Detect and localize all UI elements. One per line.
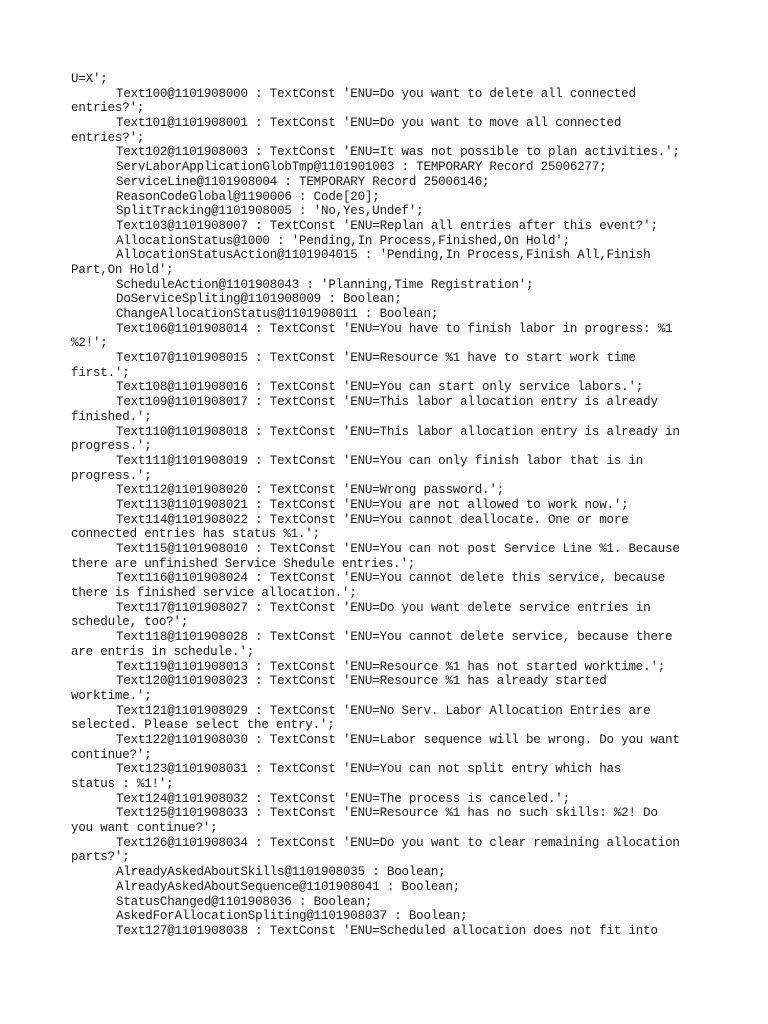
code-line: there are unfinished Service Shedule entries.'; bbox=[71, 556, 416, 571]
code-line: ChangeAllocationStatus@1101908011 : Boolean; bbox=[116, 307, 439, 321]
code-line: Text117@1101908027 : TextConst 'ENU=Do you want delete service entries in bbox=[116, 600, 651, 615]
code-line: Text122@1101908030 : TextConst 'ENU=Labor sequence will be wrong. Do you want bbox=[116, 732, 680, 747]
code-line: Text111@1101908019 : TextConst 'ENU=You can only finish labor that is in bbox=[116, 453, 644, 468]
code-line: Text115@1101908010 : TextConst 'ENU=You can not post Service Line %1. Because bbox=[116, 542, 680, 556]
code-line: ReasonCodeGlobal@1190006 : Code[20]; bbox=[116, 189, 380, 204]
code-line: DoServiceSpliting@1101908009 : Boolean; bbox=[116, 292, 402, 307]
code-line: AskedForAllocationSpliting@1101908037 : Boolean; bbox=[116, 909, 468, 924]
code-line: Text125@1101908033 : TextConst 'ENU=Resource %1 has no such skills: %2! Do bbox=[116, 806, 658, 821]
code-line: Text124@1101908032 : TextConst 'ENU=The process is canceled.'; bbox=[116, 791, 570, 806]
code-line: AlreadyAskedAboutSkills@1101908035 : Boolean; bbox=[116, 865, 446, 880]
code-line: first.'; bbox=[71, 365, 130, 380]
code-line: %2!'; bbox=[71, 336, 108, 351]
code-line: AlreadyAskedAboutSequence@1101908041 : Boolean; bbox=[116, 879, 461, 894]
code-listing bbox=[71, 72, 751, 939]
code-line: you want continue?'; bbox=[71, 821, 218, 836]
code-line: are entris in schedule.'; bbox=[71, 644, 255, 659]
code-line: Text110@1101908018 : TextConst 'ENU=This labor allocation entry is already in bbox=[116, 424, 680, 439]
code-line: worktime.'; bbox=[71, 688, 152, 703]
code-line: Text112@1101908020 : TextConst 'ENU=Wrong password.'; bbox=[116, 483, 505, 498]
code-line: schedule, too?'; bbox=[71, 615, 189, 630]
code-line: Text127@1101908038 : TextConst 'ENU=Scheduled allocation does not fit into bbox=[116, 923, 658, 938]
code-line: Text126@1101908034 : TextConst 'ENU=Do you want to clear remaining allocation bbox=[116, 835, 680, 850]
code-line: parts?'; bbox=[71, 850, 130, 865]
code-line: StatusChanged@1101908036 : Boolean; bbox=[116, 894, 373, 909]
code-line: selected. Please select the entry.'; bbox=[71, 718, 335, 733]
code-line: entries?'; bbox=[71, 130, 145, 145]
code-line: Text100@1101908000 : TextConst 'ENU=Do you want to delete all connected bbox=[116, 86, 636, 101]
code-line: ServLaborApplicationGlobTmp@1101901003 : TEMPORARY Record 25006277; bbox=[116, 160, 607, 175]
code-line: connected entries has status %1.'; bbox=[71, 527, 320, 542]
code-line: Text114@1101908022 : TextConst 'ENU=You cannot deallocate. One or more bbox=[116, 512, 629, 527]
code-line: Text113@1101908021 : TextConst 'ENU=You are not allowed to work now.'; bbox=[116, 497, 629, 512]
code-line: finished.'; bbox=[71, 409, 152, 424]
code-line: Text101@1101908001 : TextConst 'ENU=Do you want to move all connected bbox=[116, 116, 622, 131]
code-line: U=X'; bbox=[71, 72, 108, 86]
code-line: status : %1!'; bbox=[71, 777, 174, 791]
code-line: Text120@1101908023 : TextConst 'ENU=Resource %1 has already started bbox=[116, 674, 607, 689]
code-line: Text121@1101908029 : TextConst 'ENU=No Serv. Labor Allocation Entries are bbox=[116, 703, 651, 718]
code-line: ScheduleAction@1101908043 : 'Planning,Time Registration'; bbox=[116, 277, 534, 292]
code-line: Text106@1101908014 : TextConst 'ENU=You have to finish labor in progress: %1 bbox=[116, 321, 673, 336]
code-line: continue?'; bbox=[71, 747, 152, 762]
code-line: Text102@1101908003 : TextConst 'ENU=It was not possible to plan activities.'; bbox=[116, 145, 680, 160]
code-line: Text103@1101908007 : TextConst 'ENU=Replan all entries after this event?'; bbox=[116, 218, 658, 233]
code-line: Part,On Hold'; bbox=[71, 262, 174, 277]
code-line: Text108@1101908016 : TextConst 'ENU=You can start only service labors.'; bbox=[116, 380, 644, 395]
code-line: there is finished service allocation.'; bbox=[71, 586, 357, 601]
code-line: ServiceLine@1101908004 : TEMPORARY Record 25006146; bbox=[116, 174, 490, 189]
code-line: AllocationStatusAction@1101904015 : 'Pending,In Process,Finish All,Finish bbox=[116, 248, 651, 263]
code-line: Text118@1101908028 : TextConst 'ENU=You cannot delete service, because there bbox=[116, 630, 673, 645]
code-line: entries?'; bbox=[71, 101, 145, 116]
code-line: Text116@1101908024 : TextConst 'ENU=You cannot delete this service, because bbox=[116, 571, 666, 586]
code-line: progress.'; bbox=[71, 439, 152, 454]
code-line: Text119@1101908013 : TextConst 'ENU=Resource %1 has not started worktime.'; bbox=[116, 659, 666, 674]
code-line: AllocationStatus@1000 : 'Pending,In Process,Finished,On Hold'; bbox=[116, 233, 570, 248]
code-line: Text109@1101908017 : TextConst 'ENU=This labor allocation entry is already bbox=[116, 395, 658, 410]
code-line: Text123@1101908031 : TextConst 'ENU=You can not split entry which has bbox=[116, 762, 622, 777]
code-line: Text107@1101908015 : TextConst 'ENU=Resource %1 have to start work time bbox=[116, 351, 636, 366]
code-line: progress.'; bbox=[71, 468, 152, 483]
code-line: SplitTracking@1101908005 : 'No,Yes,Undef'; bbox=[116, 204, 424, 219]
